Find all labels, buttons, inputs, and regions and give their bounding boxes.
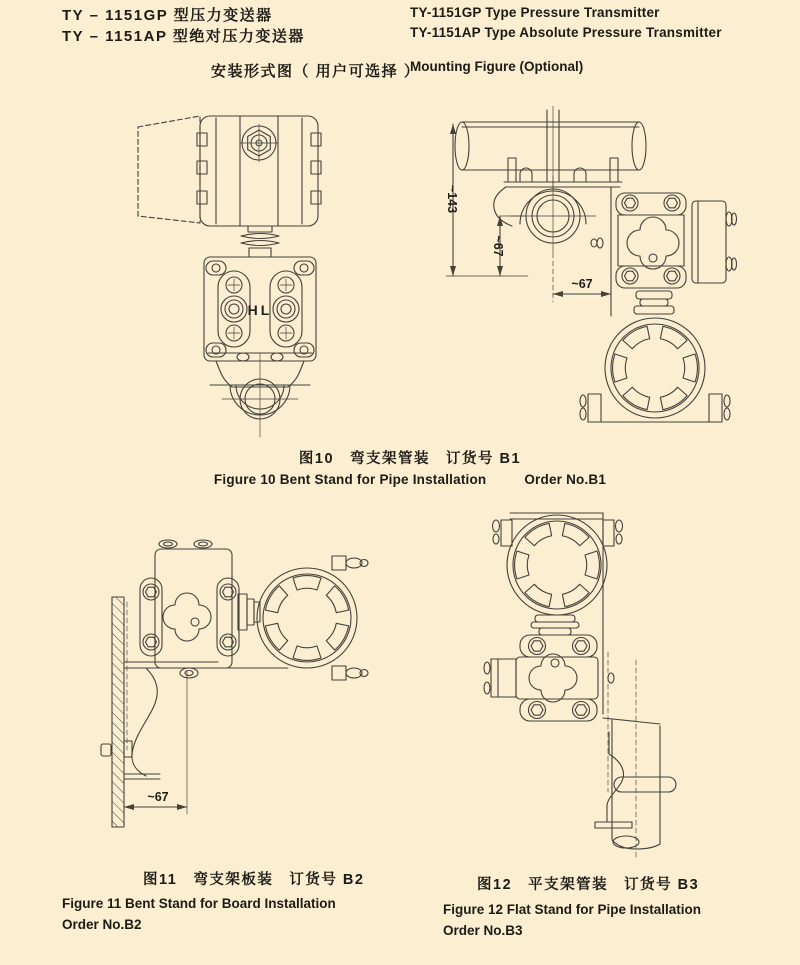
sensor-module-side <box>616 193 737 288</box>
figure-10-side-view-drawing <box>428 106 748 446</box>
clover-flange <box>529 654 577 702</box>
figure-12-caption-cn: 图12 平支架管装 订货号 B3 <box>477 877 700 893</box>
figure-10-caption-cn: 图10 弯支架管装 订货号 B1 <box>298 451 522 467</box>
subtitle-chinese: 安装形式图（ 用户可选择 ） <box>211 63 421 80</box>
figure-12-caption-en: Figure 12 Flat Stand for Pipe Installation Order No.B3 <box>443 899 701 941</box>
clover-flange <box>163 593 211 641</box>
figure-12-drawing <box>450 492 740 867</box>
sensor-module <box>484 635 614 721</box>
title-cn-line2: TY – 1151AP 型绝对压力变送器 <box>62 28 305 45</box>
dim-label-67-vertical: ~67 <box>491 235 505 257</box>
figure-11-caption-cn: 图11 弯支架板装 订货号 B2 <box>143 872 365 888</box>
title-english <box>410 3 722 43</box>
figure-11-order-no: Order No.B2 <box>62 917 142 932</box>
subtitle-english: Mounting Figure (Optional) <box>410 59 584 74</box>
figure-12-order-no: Order No.B3 <box>443 923 523 938</box>
electronics-housing-end-view <box>580 318 730 422</box>
figure-10-caption-en: Figure 10 Bent Stand for Pipe Installation Order No.B1 <box>213 472 607 487</box>
dim-label-67: ~67 <box>147 790 169 804</box>
flat-bracket <box>510 513 660 828</box>
dim-label-67-horizontal: ~67 <box>571 277 593 291</box>
figure-10-front-view-drawing <box>110 103 350 443</box>
sensor-module <box>140 540 239 678</box>
title-cn-line1: TY – 1151GP 型压力变送器 <box>62 7 273 24</box>
horizontal-pipe <box>455 122 646 170</box>
dim-label-143: ~143 <box>445 184 459 214</box>
clover-flange <box>627 217 679 269</box>
figure-11-drawing <box>70 522 380 862</box>
figure-11-caption-en: Figure 11 Bent Stand for Board Installation Order No.B2 <box>62 893 336 935</box>
title-en-line2: TY-1151AP Type Absolute Pressure Transmitter <box>410 25 722 40</box>
board-bolt <box>101 744 111 756</box>
title-chinese <box>62 5 305 47</box>
bent-bracket <box>124 662 288 779</box>
housing-ghost-outline <box>138 116 200 223</box>
high-low-port-label: HL <box>247 302 273 318</box>
figure-10-order-no: Order No.B1 <box>524 472 607 487</box>
title-en-line1: TY-1151GP Type Pressure Transmitter <box>410 5 660 20</box>
electronics-housing-end-view <box>257 556 368 680</box>
vertical-pipe <box>612 660 660 860</box>
mounting-board <box>112 597 124 827</box>
figure-10-caption <box>170 447 650 487</box>
housing-hex-bolt <box>240 124 278 162</box>
